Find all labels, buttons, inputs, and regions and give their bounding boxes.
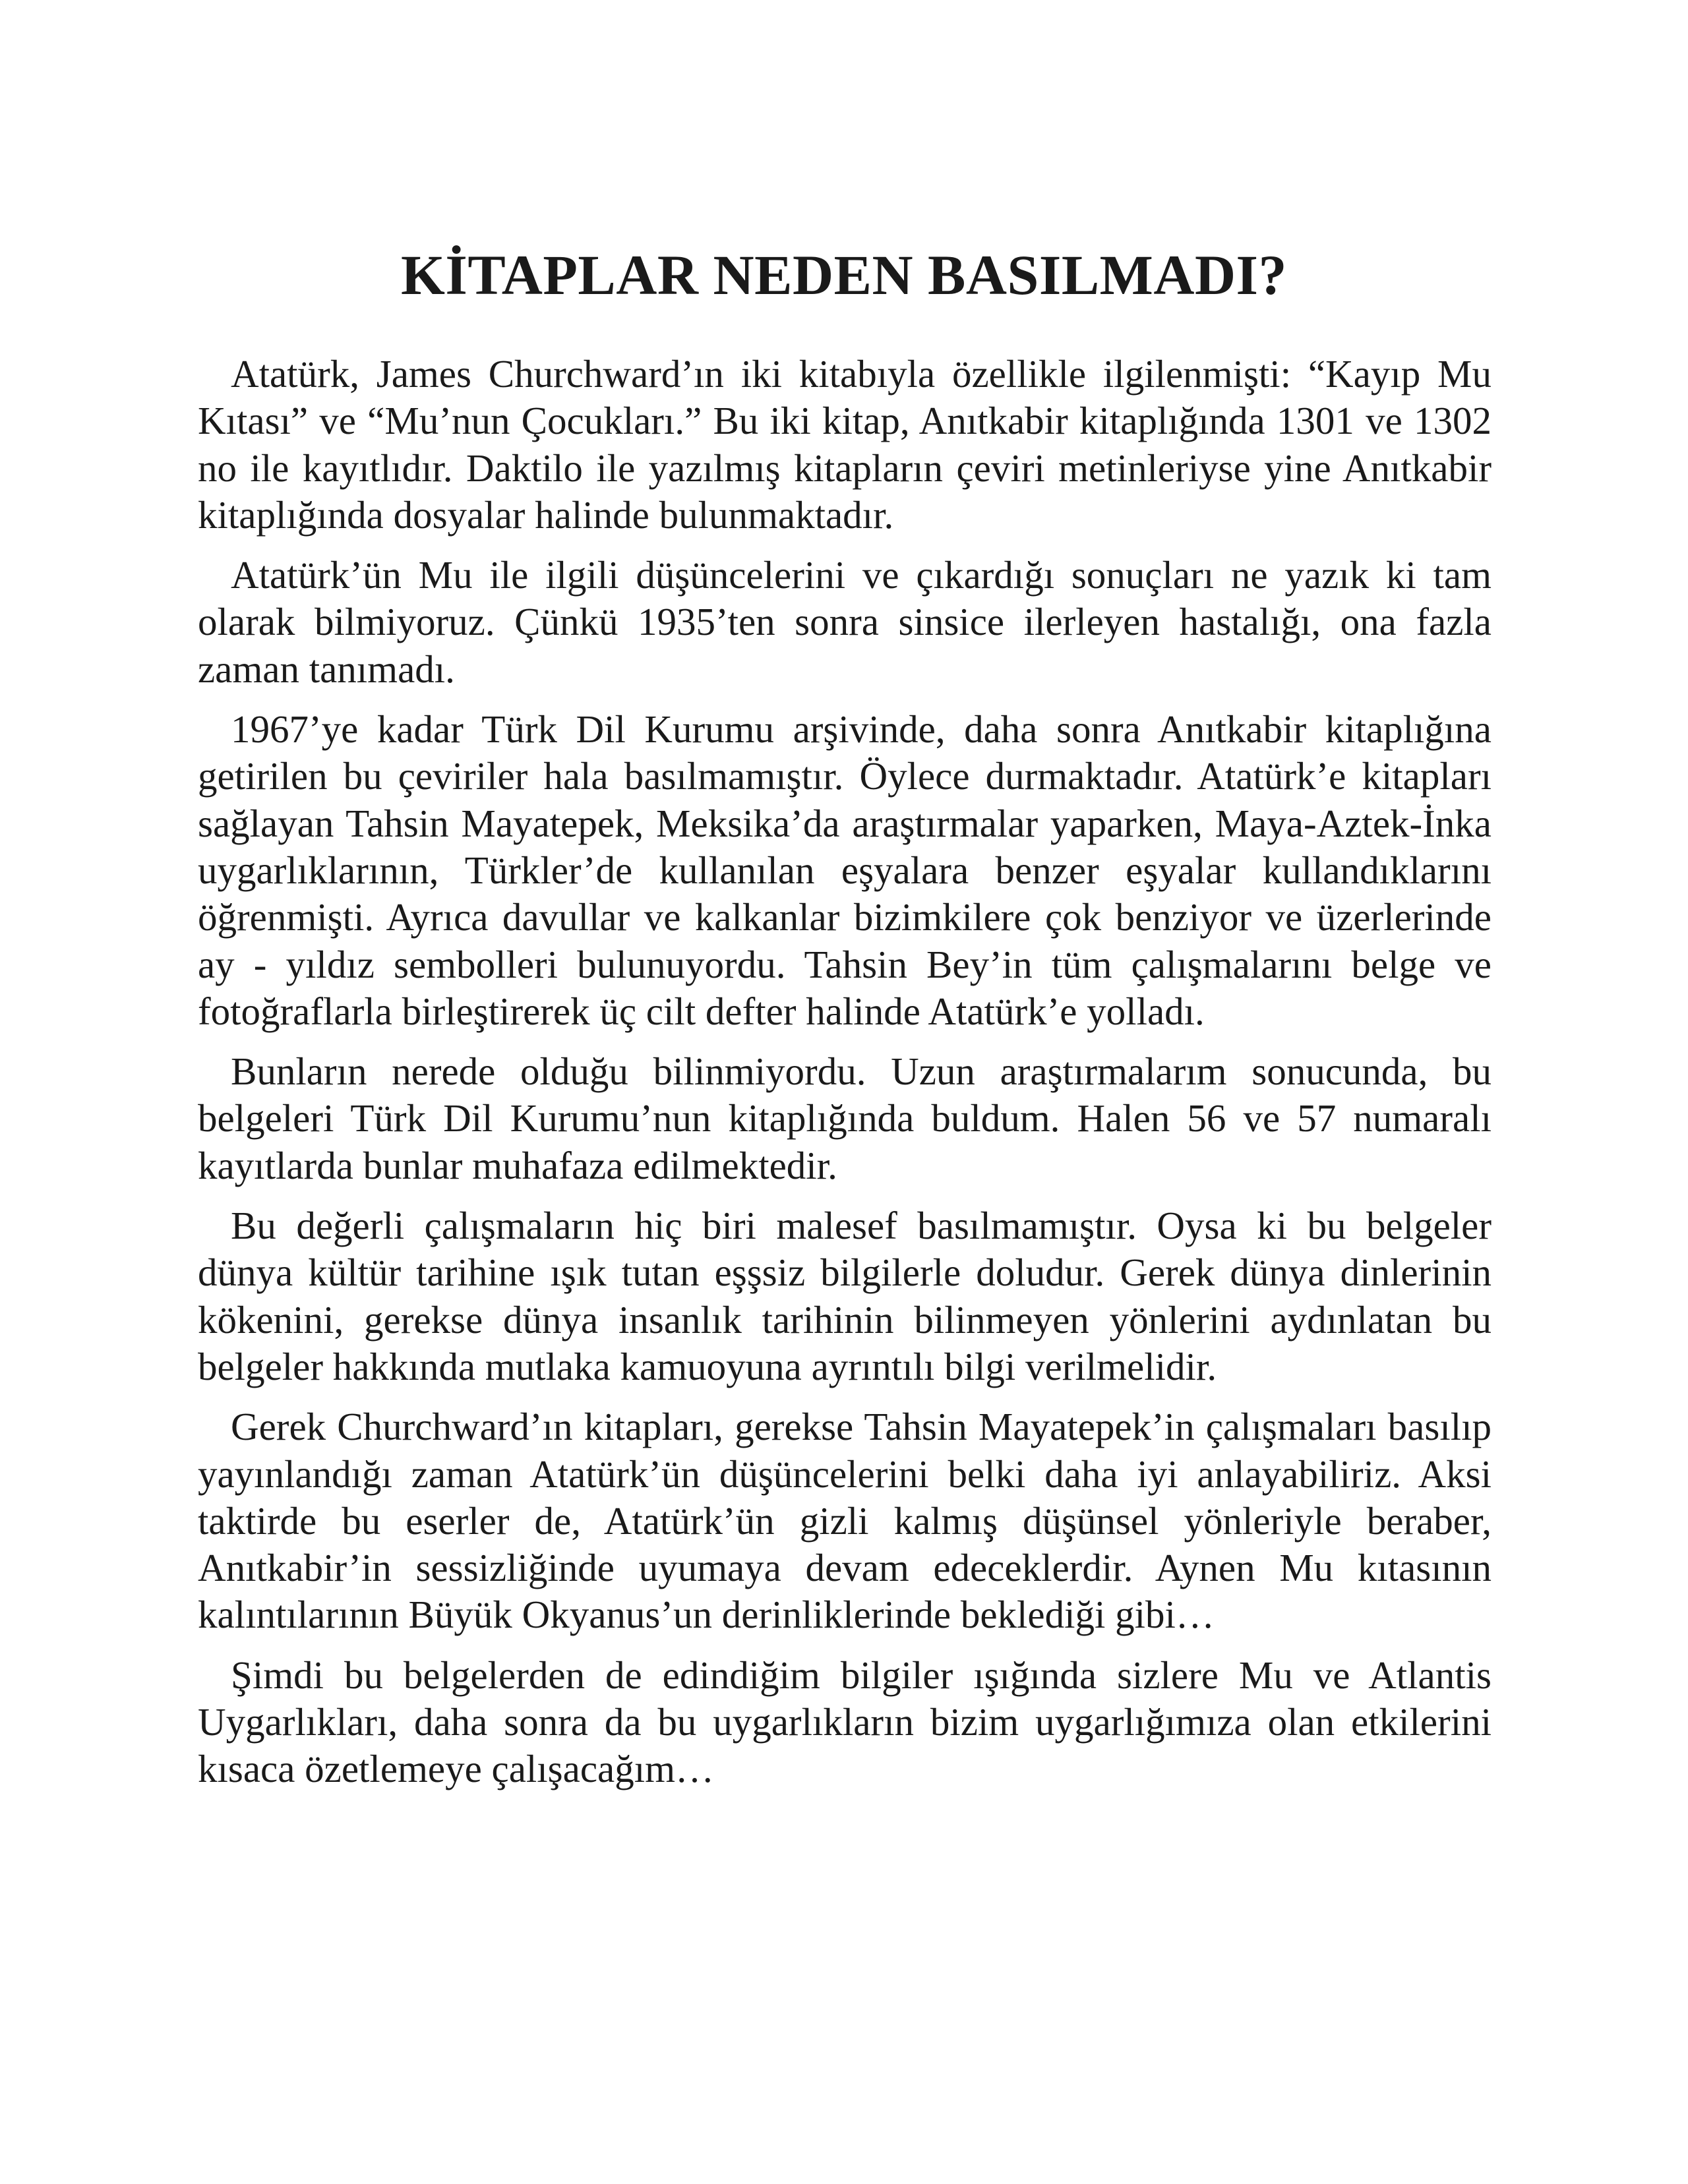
paragraph: Gerek Churchward’ın kitapları, gerekse Tahsin Mayatepek’in çalışmaları basılıp yayınlandığı zaman Atatürk’ün düşüncelerini belki daha iyi anlayabiliriz. Aksi taktirde bu eserler de, Atatürk’ün gizli kalmış düşünsel yönleriyle beraber, Anıtkabir’in sessizliğinde uyumaya devam edeceklerdir. Aynen Mu kıtasının kalıntılarının Büyük Okyanus’un derinliklerinde beklediği gibi… [198,1405,1492,1637]
paragraph: 1967’ye kadar Türk Dil Kurumu arşivinde, daha sonra Anıtkabir kitaplığına getirilen bu çeviriler hala basılmamıştır. Öylece durmaktadır. Atatürk’e kitapları sağlayan Tahsin Mayatepek, Meksika’da araştırmalar yaparken, Maya-Aztek-İnka uygarlıklarının, Türkler’de kullanılan eşyalara benzer eşyalar kullandıklarını öğrenmişti. Ayrıca davullar ve kalkanlar bizimkilere çok benziyor ve üzerlerinde ay - yıldız sembolleri bulunuyordu. Tahsin Bey’in tüm çalışmalarını belge ve fotoğraflarla birleştirerek üç cilt defter halinde Atatürk’e yolladı. [198,707,1492,1033]
paragraph: Bunların nerede olduğu bilinmiyordu. Uzun araştırmalarım sonucunda, bu belgeleri Türk Dil Kurumu’nun kitaplığında buldum. Halen 56 ve 57 numaralı kayıtlarda bunlar muhafaza edilmektedir. [198,1049,1492,1187]
page-title: KİTAPLAR NEDEN BASILMADI? [400,243,1288,307]
paragraph: Atatürk, James Churchward’ın iki kitabıyla özellikle ilgilenmişti: “Kayıp Mu Kıtası” ve “Mu’nun Çocukları.” Bu iki kitap, Anıtkabir kitaplığında 1301 ve 1302 no ile kayıtlıdır. Daktilo ile yazılmış kitapların çeviri metinleriyse yine Anıtkabir kitaplığında dosyalar halinde bulunmaktadır. [198,352,1492,537]
body-text [198,351,1492,1806]
paragraph: Bu değerli çalışmaların hiç biri malesef basılmamıştır. Oysa ki bu belgeler dünya kültür tarihine ışık tutan eşşsiz bilgilerle doludur. Gerek dünya dinlerinin kökenini, gerekse dünya insanlık tarihinin bilinmeyen yönlerini aydınlatan bu belgeler hakkında mutlaka kamuoyuna ayrıntılı bilgi verilmelidir. [198,1204,1492,1388]
paragraph: Şimdi bu belgelerden de edindiğim bilgiler ışığında sizlere Mu ve Atlantis Uygarlıkları, daha sonra da bu uygarlıkların bizim uygarlığımıza olan etkilerini kısaca özetlemeye çalışacağım… [198,1653,1492,1791]
paragraph: Atatürk’ün Mu ile ilgili düşüncelerini ve çıkardığı sonuçları ne yazık ki tam olarak bilmiyoruz. Çünkü 1935’ten sonra sinsice ilerleyen hastalığı, ona fazla zaman tanımadı. [198,553,1492,691]
